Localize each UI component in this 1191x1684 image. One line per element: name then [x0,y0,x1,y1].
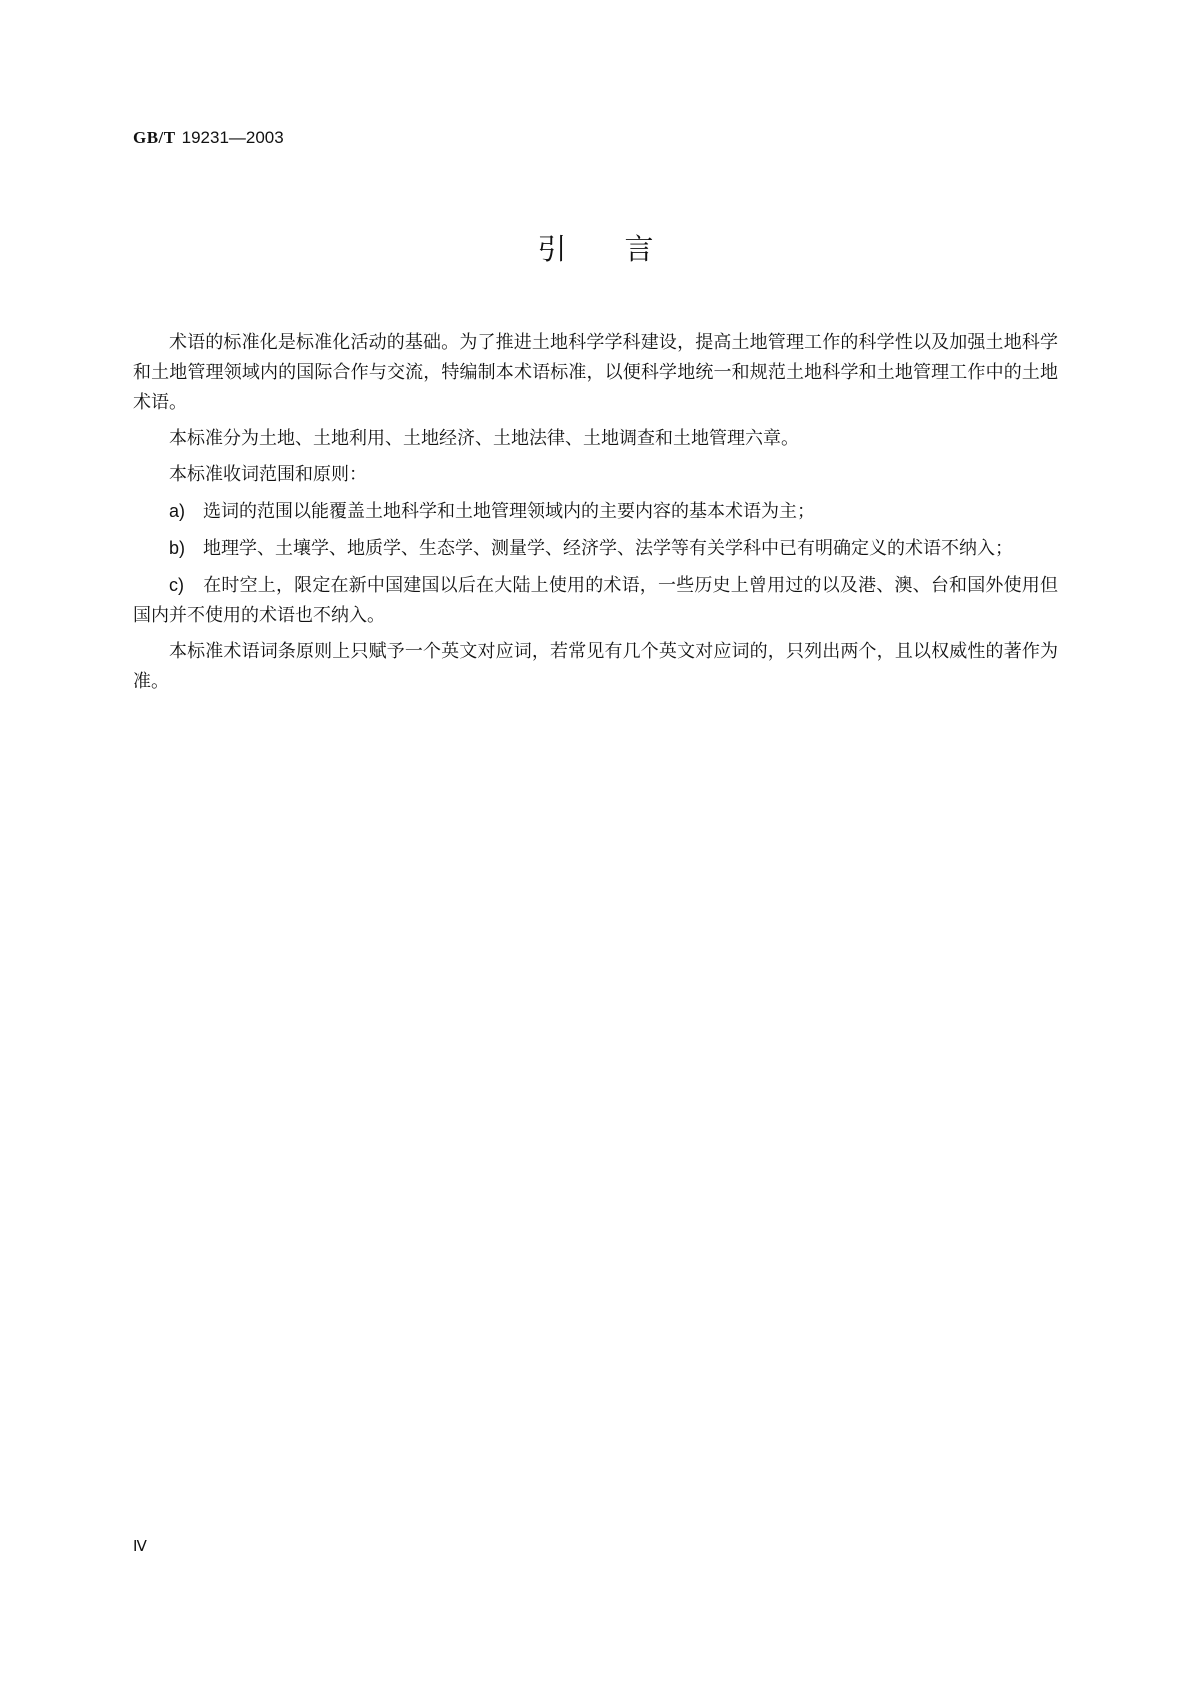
document-code [133,128,284,148]
list-item-label: b) [169,538,186,558]
list-item-b [133,533,1058,564]
document-code-prefix: GB/T [133,128,176,147]
list-item-label: a) [169,501,186,521]
document-code-number: 19231—2003 [181,128,284,147]
page-number: Ⅳ [133,1539,147,1555]
list-item-text: 在时空上，限定在新中国建国以后在大陆上使用的术语，一些历史上曾用过的以及港、澳、台和国外使用但国内并不使用的术语也不纳入。 [133,575,1058,626]
closing-paragraph: 本标准术语词条原则上只赋予一个英文对应词，若常见有几个英文对应词的，只列出两个，且以权威性的著作为准。 [133,641,1058,692]
list-item-text: 地理学、土壤学、地质学、生态学、测量学、经济学、法学等有关学科中已有明确定义的术语不纳入； [203,538,1013,559]
document-body [133,328,1058,703]
list-item-text: 选词的范围以能覆盖土地科学和土地管理领域内的主要内容的基本术语为主； [203,501,815,522]
scope-heading-paragraph: 本标准收词范围和原则： [169,464,367,485]
list-item-label: c) [169,575,184,595]
chapters-paragraph: 本标准分为土地、土地利用、土地经济、土地法律、土地调查和土地管理六章。 [169,428,799,449]
intro-paragraph: 术语的标准化是标准化活动的基础。为了推进土地科学学科建设，提高土地管理工作的科学性以及加强土地科学和土地管理领域内的国际合作与交流，特编制本术语标准，以便科学地统一和规范土地科学和土地管理工作中的土地术语。 [133,332,1058,413]
list-item-c [133,570,1058,631]
page-title: 引言 [537,232,712,266]
list-item-a [133,496,1058,527]
